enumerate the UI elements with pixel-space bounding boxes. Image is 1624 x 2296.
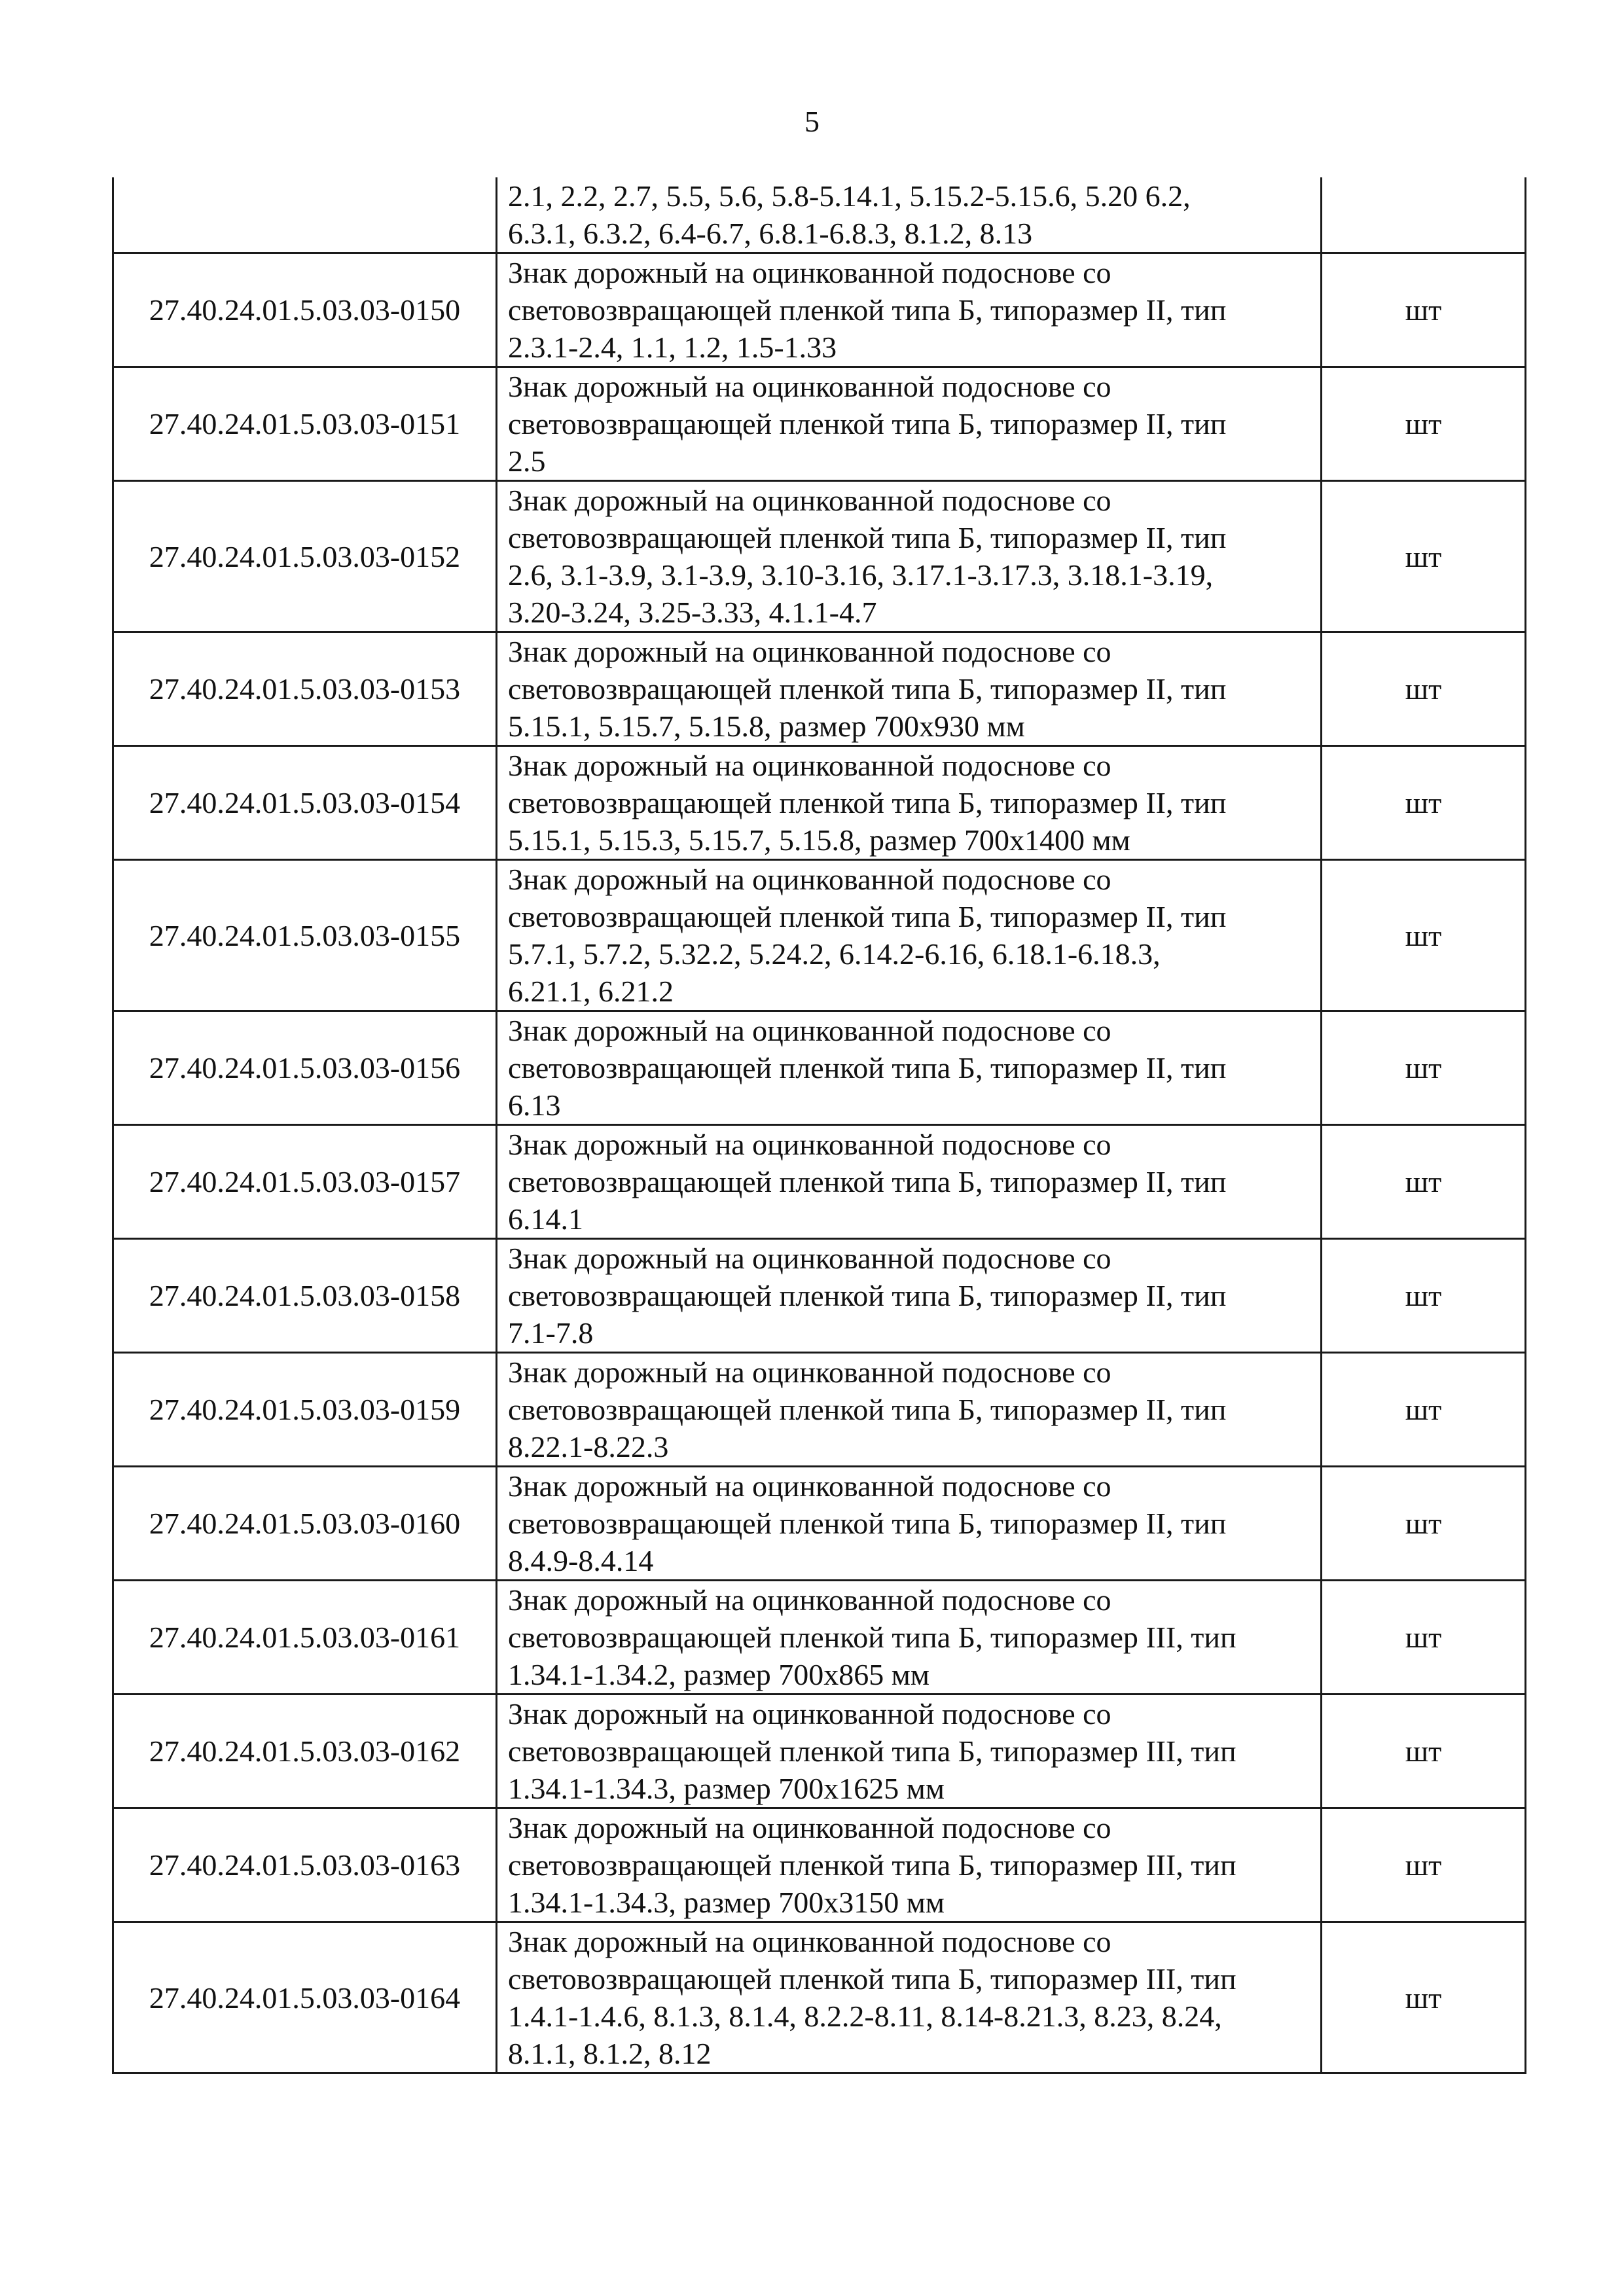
resource-description-cell [497,1011,1322,1125]
description-line: световозвращающей пленкой типа Б, типоразмер II, тип [508,407,1227,440]
unit-cell: шт [1322,1695,1526,1808]
description-line: световозвращающей пленкой типа Б, типоразмер II, тип [508,900,1227,933]
resource-table-body [113,177,1526,2073]
resource-code-cell: 27.40.24.01.5.03.03-0164 [113,1922,497,2073]
description-line: 2.6, 3.1-3.9, 3.1-3.9, 3.10-3.16, 3.17.1-3.17.3, 3.18.1-3.19, [508,558,1214,592]
resource-description-cell [497,481,1322,632]
description-line: Знак дорожный на оцинкованной подоснове со [508,1697,1111,1731]
resource-table [112,177,1526,2074]
description-line: 5.15.1, 5.15.3, 5.15.7, 5.15.8, размер 700х1400 мм [508,823,1130,857]
description-line: световозвращающей пленкой типа Б, типоразмер II, тип [508,786,1227,819]
table-row [113,1695,1526,1808]
resource-description-cell [497,632,1322,746]
resource-description-cell [497,1239,1322,1353]
description-line: 5.7.1, 5.7.2, 5.32.2, 5.24.2, 6.14.2-6.16, 6.18.1-6.18.3, [508,937,1161,971]
description-line: Знак дорожный на оцинкованной подоснове со [508,1583,1111,1617]
unit-cell: шт [1322,1467,1526,1581]
resource-code-cell [113,177,497,253]
resource-code-cell: 27.40.24.01.5.03.03-0151 [113,367,497,481]
resource-description-cell [497,253,1322,367]
description-line: световозвращающей пленкой типа Б, типоразмер II, тип [508,1507,1227,1540]
description-line: 3.20-3.24, 3.25-3.33, 4.1.1-4.7 [508,596,877,629]
unit-cell: шт [1322,253,1526,367]
resource-code-cell: 27.40.24.01.5.03.03-0161 [113,1581,497,1695]
table-row [113,1922,1526,2073]
description-line: световозвращающей пленкой типа Б, типоразмер III, тип [508,1848,1236,1882]
description-line: 1.34.1-1.34.2, размер 700х865 мм [508,1658,929,1691]
unit-cell: шт [1322,860,1526,1011]
description-line: световозвращающей пленкой типа Б, типоразмер II, тип [508,1051,1227,1085]
description-line: Знак дорожный на оцинкованной подоснове со [508,1811,1111,1844]
resource-code-cell: 27.40.24.01.5.03.03-0158 [113,1239,497,1353]
unit-cell: шт [1322,481,1526,632]
description-line: 6.13 [508,1088,561,1122]
description-line: световозвращающей пленкой типа Б, типоразмер III, тип [508,1962,1236,1996]
description-line: 2.3.1-2.4, 1.1, 1.2, 1.5-1.33 [508,331,837,364]
table-row [113,1353,1526,1467]
description-line: световозвращающей пленкой типа Б, типоразмер II, тип [508,521,1227,554]
unit-cell: шт [1322,1239,1526,1353]
resource-code-cell: 27.40.24.01.5.03.03-0150 [113,253,497,367]
description-line: Знак дорожный на оцинкованной подоснове со [508,749,1111,782]
description-line: световозвращающей пленкой типа Б, типоразмер II, тип [508,1393,1227,1426]
description-line: Знак дорожный на оцинкованной подоснове со [508,863,1111,896]
description-line: 6.3.1, 6.3.2, 6.4-6.7, 6.8.1-6.8.3, 8.1.2, 8.13 [508,217,1033,250]
resource-code-cell: 27.40.24.01.5.03.03-0162 [113,1695,497,1808]
resource-code-cell: 27.40.24.01.5.03.03-0163 [113,1808,497,1922]
description-line: световозвращающей пленкой типа Б, типоразмер II, тип [508,293,1227,327]
resource-code-cell: 27.40.24.01.5.03.03-0155 [113,860,497,1011]
description-line: световозвращающей пленкой типа Б, типоразмер II, тип [508,1279,1227,1312]
table-row [113,481,1526,632]
description-line: Знак дорожный на оцинкованной подоснове со [508,1355,1111,1389]
table-row [113,746,1526,860]
description-line: Знак дорожный на оцинкованной подоснове со [508,370,1111,403]
resource-code-cell: 27.40.24.01.5.03.03-0156 [113,1011,497,1125]
description-line: Знак дорожный на оцинкованной подоснове со [508,635,1111,668]
resource-description-cell [497,1695,1322,1808]
description-line: Знак дорожный на оцинкованной подоснове со [508,1242,1111,1275]
table-row [113,1011,1526,1125]
description-line: 1.34.1-1.34.3, размер 700х1625 мм [508,1772,945,1805]
table-row [113,632,1526,746]
table-row [113,860,1526,1011]
table-row [113,1125,1526,1239]
resource-description-cell [497,177,1322,253]
table-row [113,253,1526,367]
description-line: 8.22.1-8.22.3 [508,1430,669,1463]
description-line: Знак дорожный на оцинкованной подоснове со [508,1925,1111,1958]
description-line: 2.5 [508,444,546,478]
description-line: 1.4.1-1.4.6, 8.1.3, 8.1.4, 8.2.2-8.11, 8.14-8.21.3, 8.23, 8.24, [508,2000,1222,2033]
unit-cell: шт [1322,746,1526,860]
unit-cell: шт [1322,1808,1526,1922]
table-row [113,1581,1526,1695]
resource-code-cell: 27.40.24.01.5.03.03-0159 [113,1353,497,1467]
description-line: световозвращающей пленкой типа Б, типоразмер II, тип [508,1165,1227,1198]
description-line: 8.4.9-8.4.14 [508,1544,654,1577]
resource-description-cell [497,1353,1322,1467]
description-line: световозвращающей пленкой типа Б, типоразмер III, тип [508,1621,1236,1654]
description-line: световозвращающей пленкой типа Б, типоразмер III, тип [508,1734,1236,1768]
description-line: Знак дорожный на оцинкованной подоснове со [508,1128,1111,1161]
unit-cell: шт [1322,1581,1526,1695]
description-line: Знак дорожный на оцинкованной подоснове со [508,484,1111,517]
unit-cell: шт [1322,1125,1526,1239]
table-row [113,1239,1526,1353]
unit-cell [1322,177,1526,253]
resource-description-cell [497,367,1322,481]
description-line: Знак дорожный на оцинкованной подоснове со [508,1469,1111,1503]
resource-code-cell: 27.40.24.01.5.03.03-0157 [113,1125,497,1239]
resource-description-cell [497,1808,1322,1922]
description-line: 5.15.1, 5.15.7, 5.15.8, размер 700х930 мм [508,709,1025,743]
description-line: 2.1, 2.2, 2.7, 5.5, 5.6, 5.8-5.14.1, 5.15.2-5.15.6, 5.20 6.2, [508,179,1191,213]
unit-cell: шт [1322,1353,1526,1467]
table-row [113,1808,1526,1922]
resource-code-cell: 27.40.24.01.5.03.03-0153 [113,632,497,746]
resource-code-cell: 27.40.24.01.5.03.03-0160 [113,1467,497,1581]
page-number: 5 [804,105,820,138]
table-row-continuation [113,177,1526,253]
resource-description-cell [497,746,1322,860]
unit-cell: шт [1322,367,1526,481]
unit-cell: шт [1322,632,1526,746]
resource-code-cell: 27.40.24.01.5.03.03-0152 [113,481,497,632]
resource-description-cell [497,1125,1322,1239]
resource-description-cell [497,1581,1322,1695]
unit-cell: шт [1322,1922,1526,2073]
resource-description-cell [497,860,1322,1011]
resource-description-cell [497,1467,1322,1581]
table-row [113,1467,1526,1581]
description-line: 8.1.1, 8.1.2, 8.12 [508,2037,712,2070]
description-line: Знак дорожный на оцинкованной подоснове со [508,256,1111,289]
description-line: 6.14.1 [508,1202,583,1236]
description-line: Знак дорожный на оцинкованной подоснове со [508,1014,1111,1047]
description-line: 1.34.1-1.34.3, размер 700х3150 мм [508,1886,945,1919]
description-line: 7.1-7.8 [508,1316,594,1350]
description-line: световозвращающей пленкой типа Б, типоразмер II, тип [508,672,1227,706]
unit-cell: шт [1322,1011,1526,1125]
description-line: 6.21.1, 6.21.2 [508,975,674,1008]
table-row [113,367,1526,481]
resource-code-cell: 27.40.24.01.5.03.03-0154 [113,746,497,860]
resource-description-cell [497,1922,1322,2073]
